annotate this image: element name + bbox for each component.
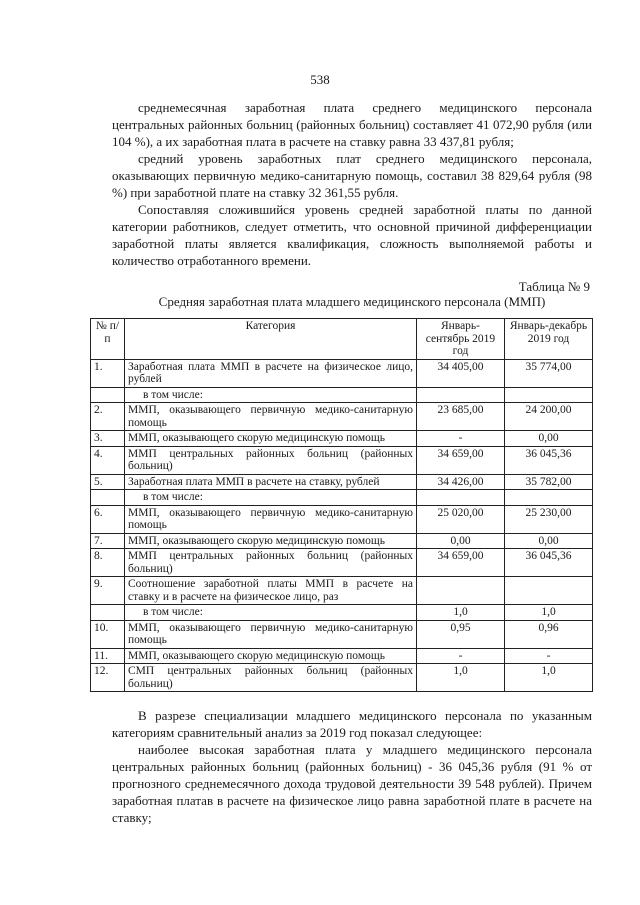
row-value-jan-dec [505,387,593,403]
row-value-jan-sep: 34 426,00 [417,474,505,490]
table-row [91,605,593,621]
row-value-jan-sep: 25 020,00 [417,505,505,533]
row-num: 11. [91,648,125,664]
row-num [91,490,125,506]
paragraph-1 [112,99,592,150]
row-num: 2. [91,403,125,431]
row-category: ММП центральных районных больниц (районных больниц) [125,446,417,474]
row-value-jan-sep: 0,95 [417,620,505,648]
row-value-jan-dec [505,490,593,506]
row-category: Соотношение заработной платы ММП в расчете на ставку и в расчете на физическое лицо, раз [125,577,417,605]
row-num: 9. [91,577,125,605]
row-category: ММП центральных районных больниц (районных больниц) [125,549,417,577]
row-value-jan-dec: 1,0 [505,605,593,621]
row-category: в том числе: [125,605,417,621]
row-value-jan-sep: 1,0 [417,664,505,692]
row-num: 4. [91,446,125,474]
paragraph-2 [112,150,592,201]
row-value-jan-dec [505,577,593,605]
row-value-jan-dec: 36 045,36 [505,446,593,474]
header-category: Категория [125,319,417,360]
row-value-jan-sep: 0,00 [417,533,505,549]
table-row [91,577,593,605]
row-category: в том числе: [125,490,417,506]
table-title: Средняя заработная плата младшего медицинского персонала (ММП) [158,294,546,309]
table-row [91,446,593,474]
row-value-jan-dec: 25 230,00 [505,505,593,533]
table-row [91,490,593,506]
table-number-label: Таблица № 9 [518,279,590,294]
row-category: в том числе: [125,387,417,403]
row-value-jan-sep [417,387,505,403]
row-num: 5. [91,474,125,490]
table-row [91,387,593,403]
row-value-jan-sep: 1,0 [417,605,505,621]
row-value-jan-dec: 35 774,00 [505,359,593,387]
row-category: ММП, оказывающего скорую медицинскую помощь [125,533,417,549]
row-value-jan-sep [417,577,505,605]
row-value-jan-sep: 34 659,00 [417,446,505,474]
row-num: 8. [91,549,125,577]
table-row [91,620,593,648]
header-jan-sep: Январь-сентябрь 2019 год [417,319,505,360]
table-row [91,664,593,692]
table-row [91,431,593,447]
table-header-row [91,319,593,360]
page-number: 538 [310,72,330,87]
row-category: ММП, оказывающего первичную медико-санитарную помощь [125,505,417,533]
table-row [91,648,593,664]
row-num: 1. [91,359,125,387]
table-row [91,549,593,577]
row-num: 7. [91,533,125,549]
row-num: 6. [91,505,125,533]
row-value-jan-dec: 36 045,36 [505,549,593,577]
row-value-jan-dec: - [505,648,593,664]
row-value-jan-dec: 0,96 [505,620,593,648]
row-value-jan-dec: 0,00 [505,533,593,549]
table-row [91,474,593,490]
row-value-jan-sep: 34 659,00 [417,549,505,577]
row-num: 3. [91,431,125,447]
paragraph-3 [112,201,592,269]
row-value-jan-dec: 1,0 [505,664,593,692]
row-category: Заработная плата ММП в расчете на физическое лицо, рублей [125,359,417,387]
salary-table [90,318,593,692]
row-value-jan-dec: 35 782,00 [505,474,593,490]
row-value-jan-sep: - [417,431,505,447]
row-category: ММП, оказывающего первичную медико-санитарную помощь [125,403,417,431]
paragraph-5-text: наиболее высокая заработная плата у младшего медицинского персонала центральных районных больниц (районных больниц) - 36 045,36 рубля (91 % от прогнозного среднемесячного дохода трудовой деятельности 39 548 рублей). Причем заработная платав в расчете на физическое лицо равна заработной плате в расчете на ставку; [112,742,592,825]
row-category: ММП, оказывающего скорую медицинскую помощь [125,431,417,447]
row-category: Заработная плата ММП в расчете на ставку, рублей [125,474,417,490]
table-row [91,533,593,549]
row-value-jan-sep: - [417,648,505,664]
row-num: 10. [91,620,125,648]
paragraph-4-text: В разрезе специализации младшего медицинского персонала по указанным категориям сравнительный анализ за 2019 год показал следующее: [112,708,592,740]
row-value-jan-sep: 23 685,00 [417,403,505,431]
row-num: 12. [91,664,125,692]
row-value-jan-dec: 0,00 [505,431,593,447]
row-num [91,605,125,621]
row-category: ММП, оказывающего скорую медицинскую помощь [125,648,417,664]
paragraph-5 [112,741,592,826]
row-value-jan-sep [417,490,505,506]
row-num [91,387,125,403]
row-value-jan-sep: 34 405,00 [417,359,505,387]
paragraph-1-text: среднемесячная заработная плата среднего медицинского персонала центральных районных больниц (районных больниц) составляет 41 072,90 рубля (или 104 %), а их заработная плата в расчете на ставку равна 33 437,81 рубля; [112,100,592,149]
row-category: СМП центральных районных больниц (районных больниц) [125,664,417,692]
row-value-jan-dec: 24 200,00 [505,403,593,431]
row-category: ММП, оказывающего первичную медико-санитарную помощь [125,620,417,648]
header-jan-dec: Январь-декабрь 2019 год [505,319,593,360]
header-num: № п/п [91,319,125,360]
paragraph-4 [112,707,592,741]
table-row [91,403,593,431]
table-row [91,505,593,533]
paragraph-2-text: средний уровень заработных плат среднего медицинского персонала, оказывающих первичную медико-санитарную помощь, составил 38 829,64 рубля (98 %) при заработной плате на ставку 32 361,55 рубля. [112,151,592,200]
paragraph-3-text: Сопоставляя сложившийся уровень средней заработной платы по данной категории работников, следует отметить, что основной причиной дифференциации заработной платы является квалификация, сложность выполняемой работы и количество отработанного времени. [112,202,592,268]
table-row [91,359,593,387]
